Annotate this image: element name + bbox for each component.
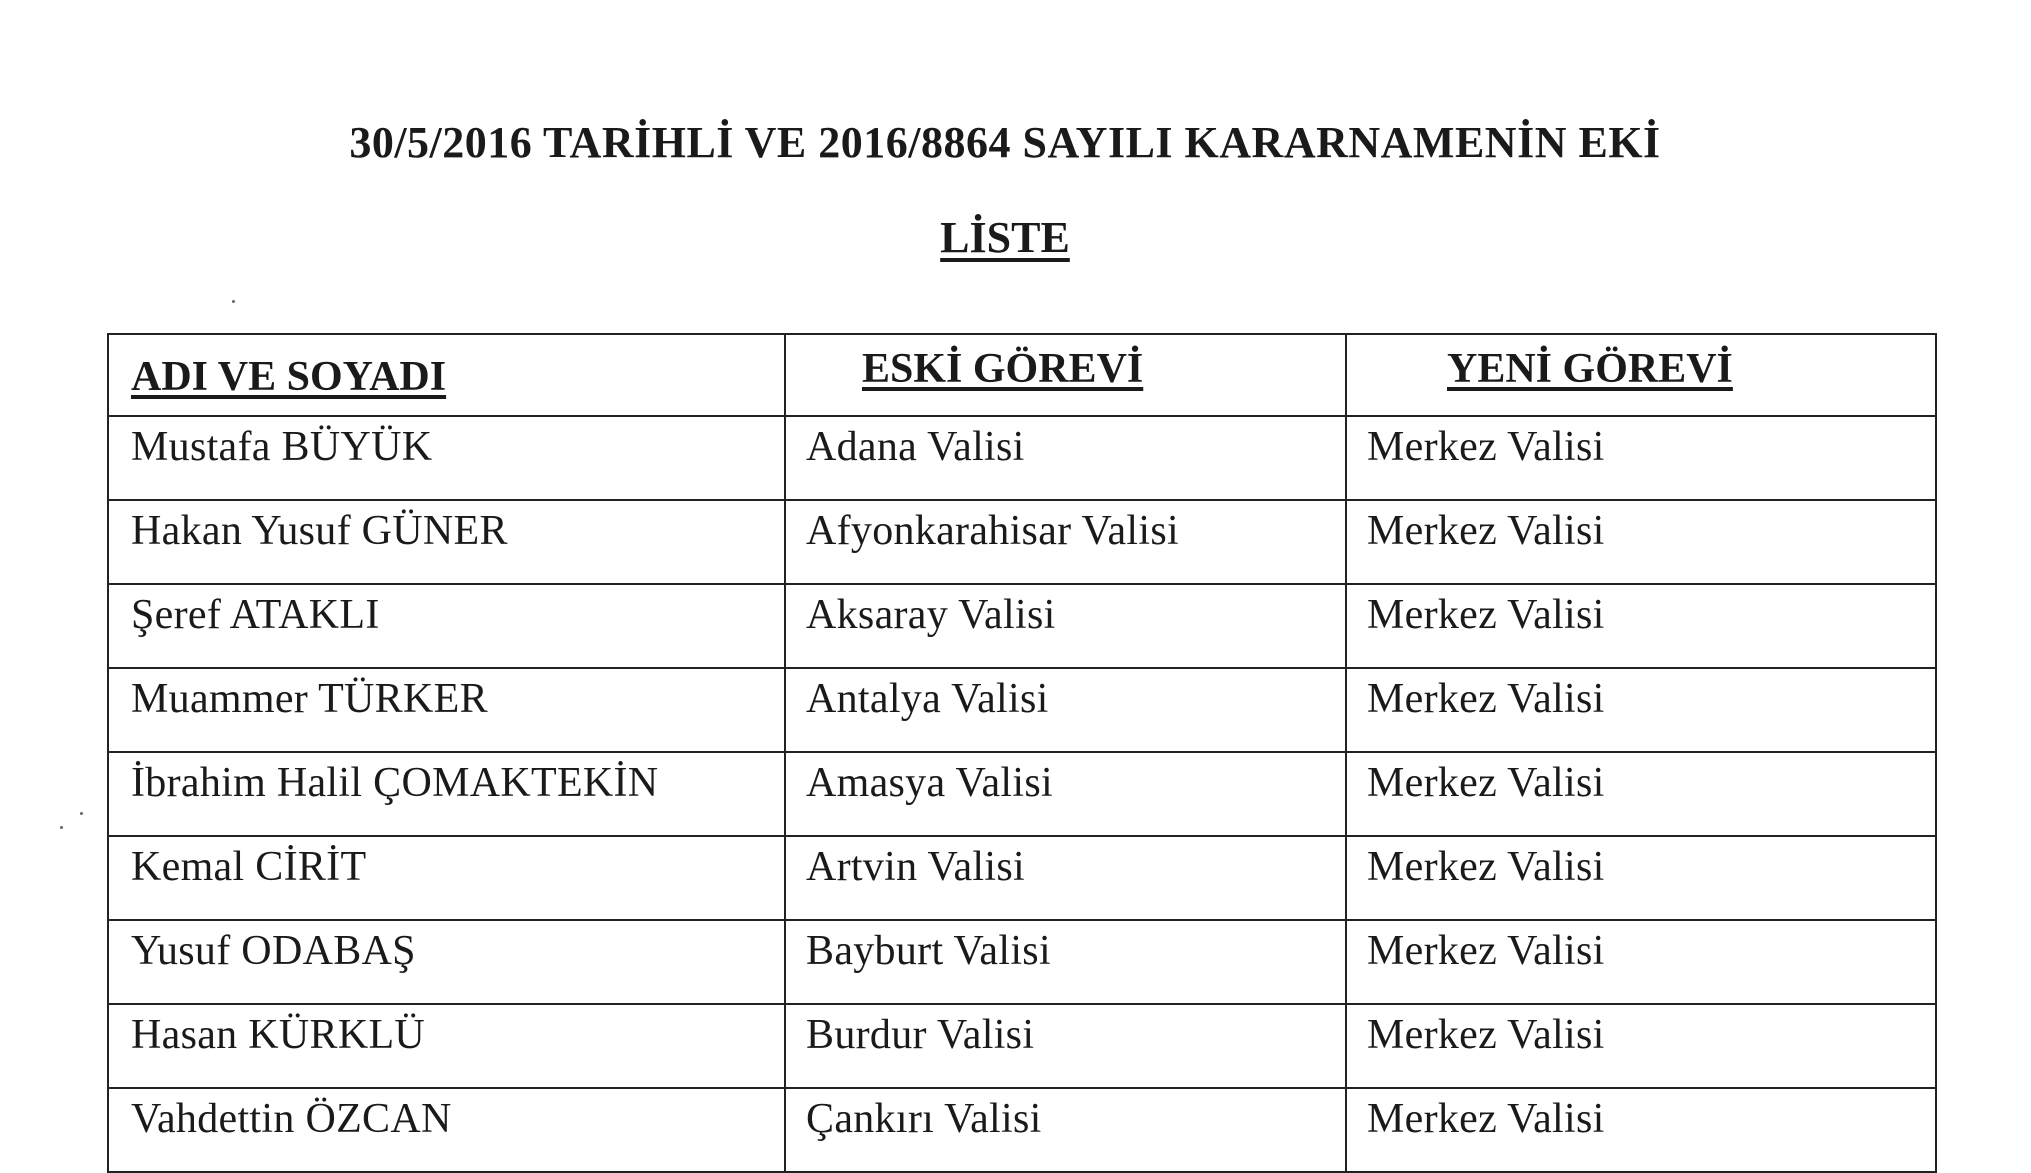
appointment-table bbox=[107, 333, 1937, 1173]
cell-new-position: Merkez Valisi bbox=[1346, 668, 1936, 752]
cell-old-position: Afyonkarahisar Valisi bbox=[785, 500, 1346, 584]
table-row bbox=[108, 668, 1936, 752]
table-header-row bbox=[108, 334, 1936, 416]
header-old-position: ESKİ GÖREVİ bbox=[785, 334, 1346, 416]
cell-name: Yusuf ODABAŞ bbox=[108, 920, 785, 1004]
header-new-position: YENİ GÖREVİ bbox=[1346, 334, 1936, 416]
cell-old-position: Amasya Valisi bbox=[785, 752, 1346, 836]
cell-name: İbrahim Halil ÇOMAKTEKİN bbox=[108, 752, 785, 836]
cell-old-position: Adana Valisi bbox=[785, 416, 1346, 500]
cell-new-position: Merkez Valisi bbox=[1346, 500, 1936, 584]
cell-name: Şeref ATAKLI bbox=[108, 584, 785, 668]
cell-new-position: Merkez Valisi bbox=[1346, 584, 1936, 668]
table-row bbox=[108, 500, 1936, 584]
scan-speck bbox=[80, 812, 83, 815]
table-row bbox=[108, 752, 1936, 836]
cell-old-position: Artvin Valisi bbox=[785, 836, 1346, 920]
cell-name: Hakan Yusuf GÜNER bbox=[108, 500, 785, 584]
header-name: ADI VE SOYADI bbox=[108, 334, 785, 416]
table-row bbox=[108, 836, 1936, 920]
cell-name: Mustafa BÜYÜK bbox=[108, 416, 785, 500]
table-row bbox=[108, 416, 1936, 500]
cell-old-position: Bayburt Valisi bbox=[785, 920, 1346, 1004]
table-row bbox=[108, 584, 1936, 668]
document-subtitle: LİSTE bbox=[940, 213, 1070, 262]
cell-new-position: Merkez Valisi bbox=[1346, 416, 1936, 500]
table-row bbox=[108, 1088, 1936, 1172]
table-row bbox=[108, 920, 1936, 1004]
cell-name: Muammer TÜRKER bbox=[108, 668, 785, 752]
cell-old-position: Aksaray Valisi bbox=[785, 584, 1346, 668]
cell-old-position: Çankırı Valisi bbox=[785, 1088, 1346, 1172]
cell-old-position: Burdur Valisi bbox=[785, 1004, 1346, 1088]
cell-name: Kemal CİRİT bbox=[108, 836, 785, 920]
cell-new-position: Merkez Valisi bbox=[1346, 1004, 1936, 1088]
cell-new-position: Merkez Valisi bbox=[1346, 752, 1936, 836]
scan-speck bbox=[60, 826, 63, 829]
table-row bbox=[108, 1004, 1936, 1088]
cell-new-position: Merkez Valisi bbox=[1346, 1088, 1936, 1172]
cell-name: Hasan KÜRKLÜ bbox=[108, 1004, 785, 1088]
cell-new-position: Merkez Valisi bbox=[1346, 836, 1936, 920]
document-title: 30/5/2016 TARİHLİ VE 2016/8864 SAYILI KARARNAMENİN EKİ bbox=[349, 118, 1661, 167]
scan-speck bbox=[232, 300, 235, 303]
cell-new-position: Merkez Valisi bbox=[1346, 920, 1936, 1004]
cell-name: Vahdettin ÖZCAN bbox=[108, 1088, 785, 1172]
cell-old-position: Antalya Valisi bbox=[785, 668, 1346, 752]
